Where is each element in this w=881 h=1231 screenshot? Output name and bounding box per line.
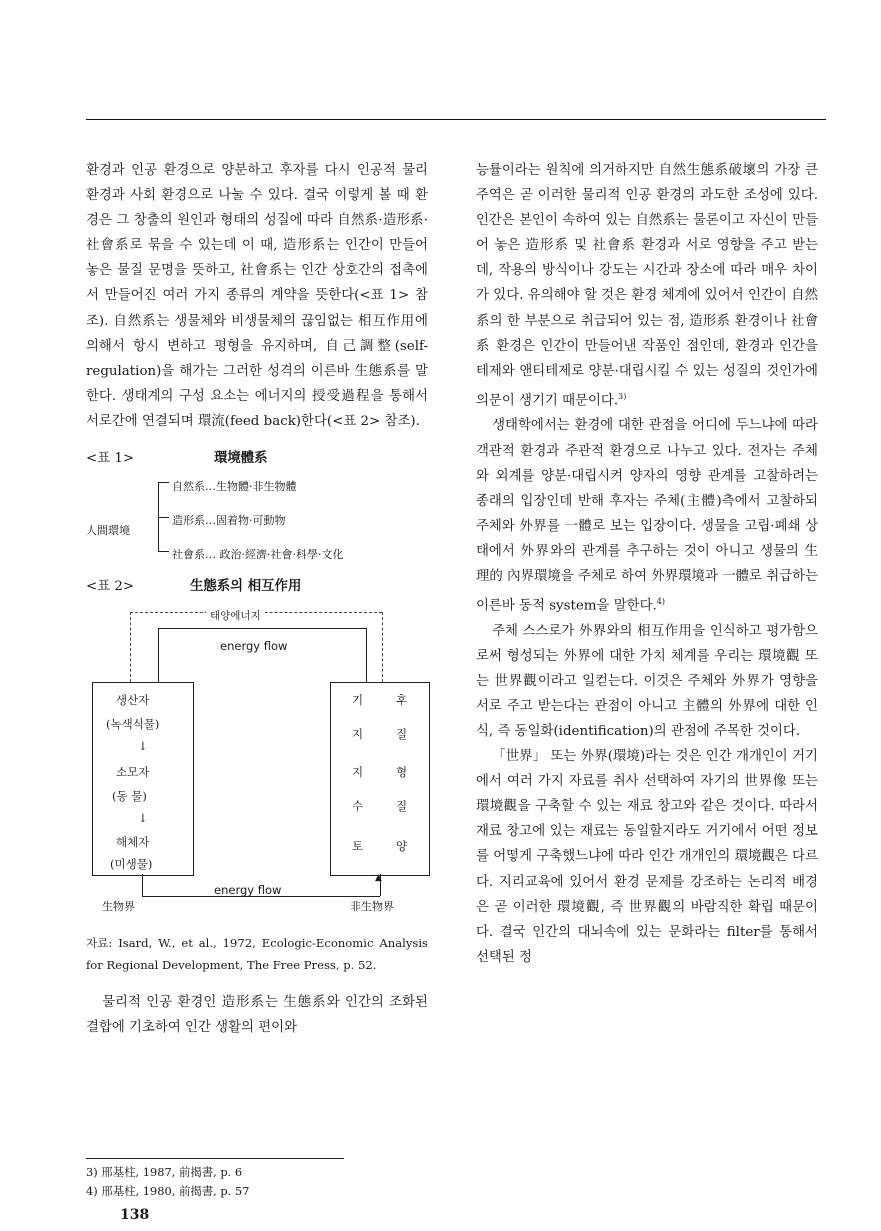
box-text: 질 xyxy=(396,799,408,814)
box-text: (동 물) xyxy=(112,789,147,804)
box-text: 토 xyxy=(352,839,364,854)
bracket xyxy=(158,482,169,552)
energy-flow-label: energy flow xyxy=(220,639,288,654)
ecosystem-diagram: 태양에너지 energy flow 생산자 (녹색식물) ↓ 소모자 (동 물) ↓ 해체자 (미생물) 기 후 지 질 지 형 수 질 토 양 ▲ energy flow 生物界 非生物界 xyxy=(86,602,428,912)
diagram-item: 自然系…生物體·非生物體 xyxy=(172,480,297,494)
body-paragraph: 환경과 인공 환경으로 양분하고 후자를 다시 인공적 물리 환경과 사회 환경으로 나눌 수 있다. 결국 이렇게 볼 때 환경은 그 창출의 원인과 형태의 성질에 따라 自然系·造形系·社會系로 묶을 수 있는데 이 때, 造形系는 인간이 만들어 놓은 물질 문명을 뜻하고, 社會系는 인간 상호간의 접촉에서 만들어진 여러 가지 종류의 계약을 뜻한다(<표 1> 참조). 自然系는 생물체와 비생물체의 끊임없는 相互作用에 의해서 항시 변하고 평형을 유지하며, 自己調整(self-regulation)을 해가는 그러한 성격의 이른바 生態系를 말한다. 생태계의 구성 요소는 에너지의 授受過程을 통해서 서로간에 연결되며 環流(feed back)한다(<표 2> 참조). xyxy=(86,163,428,429)
box-text: (미생물) xyxy=(110,857,153,872)
table-title: 環境體系 xyxy=(214,450,268,467)
box-text: 후 xyxy=(396,693,408,708)
diagram-root: 人間環境 xyxy=(86,524,130,538)
body-paragraph: 물리적 인공 환경인 造形系는 生態系와 인간의 조화된 결합에 기초하여 인간 생활의 편이와 xyxy=(86,995,428,1036)
solar-energy-label: 태양에너지 xyxy=(206,604,265,629)
table-number: <표 1> xyxy=(86,451,135,467)
box-text: 수 xyxy=(352,799,364,814)
left-column xyxy=(86,158,428,1040)
footnote-rule xyxy=(86,1158,344,1159)
header-rule xyxy=(86,119,826,120)
body-paragraph: 능률이라는 원칙에 의거하지만 自然生態系破壞의 가장 큰 주역은 곧 이러한 물리적 인공 환경의 과도한 조성에 있다. 인간은 본인이 속하여 있는 自然系는 물론이고 자신이 만들어 놓은 造形系 및 社會系 환경과 서로 영향을 주고 받는데, 작용의 방식이나 강도는 시간과 장소에 따라 매우 차이가 있다. 유의해야 할 것은 환경 체계에 있어서 인간이 自然系의 한 부분으로 취급되어 있는 점, 造形系 환경이나 社會系 환경은 인간이 만들어낸 작품인 점인데, 환경과 인간을 테제와 앤티테제로 양분·대립시킬 수 있는 성질의 것인가에 의문이 생기기 때문이다.$^{3)}$ xyxy=(476,163,818,409)
abiotic-box xyxy=(330,682,430,876)
box-text: 지 xyxy=(352,727,364,742)
right-column xyxy=(476,158,818,970)
box-text: 생산자 xyxy=(116,693,150,708)
footnote: 4) 邢基柱, 1980, 前揭書, p. 57 xyxy=(86,1184,250,1198)
box-text: (녹색식물) xyxy=(106,717,160,732)
source-citation: 자료: Isard, W., et al., 1972, Ecologic-Economic Analysis for Regional Development, The Free Press, p. 52. xyxy=(86,936,428,973)
box-text: 형 xyxy=(396,765,408,780)
diagram-item: 造形系…固着物·可動物 xyxy=(172,514,286,528)
biotic-label: 生物界 xyxy=(102,900,135,914)
box-text: 양 xyxy=(396,839,408,854)
body-paragraph: 「世界」 또는 外界(環境)라는 것은 인간 개개인이 거기에서 여러 가지 자료를 취사 선택하여 자기의 世界像 또는 環境觀을 구축할 수 있는 재료 창고와 같은 것이다. 따라서 재료 창고에 있는 재료는 동일할지라도 거기에서 어떤 정보를 어떻게 구축했느냐에 따라 인간 개개인의 環境觀은 다르다. 지리교육에 있어서 환경 문제를 강조하는 논리적 배경은 곧 이러한 環境觀, 즉 世界觀의 바람직한 확립 때문이다. 결국 인간의 대뇌속에 있는 문화라는 filter를 통해서 선택된 정 xyxy=(476,749,818,965)
table-number: <표 2> xyxy=(86,579,135,595)
box-text: 기 xyxy=(352,693,364,708)
energy-flow-label: energy flow xyxy=(214,883,282,898)
box-text: 소모자 xyxy=(116,765,150,780)
page-number: 138 xyxy=(120,1207,150,1223)
footnote-ref: 4) xyxy=(656,597,665,607)
footnote-ref: 3) xyxy=(618,391,627,401)
diagram-item: 社會系… 政治·經濟·社會·科學·文化 xyxy=(172,548,344,562)
box-text: 지 xyxy=(352,765,364,780)
box-text: 질 xyxy=(396,727,408,742)
box-text: 해체자 xyxy=(116,835,150,850)
body-paragraph: 생태학에서는 환경에 대한 관점을 어디에 두느냐에 따라 객관적 환경과 주관적 환경으로 나누고 있다. 전자는 주체와 외계를 양분·대립시켜 양자의 영향 관계를 고찰하려는 종래의 입장인데 반해 후자는 주체(主體)측에서 고찰하되 주체와 外界를 一體로 보는 입장이다. 생물을 고립·폐쇄 상태에서 外界와의 관계를 추구하는 것이 아니고 생물의 生理的 內界環境을 주체로 하여 外界環境과 一體로 취급하는 이른바 동적 system을 말한다.$^{4)}$ xyxy=(476,418,818,614)
footnotes xyxy=(86,1163,249,1201)
environment-system-diagram xyxy=(86,474,428,574)
abiotic-label: 非生物界 xyxy=(350,900,394,914)
body-paragraph: 주체 스스로가 外界와의 相互作用을 인식하고 평가함으로써 형성되는 外界에 대한 가치 체계를 우리는 環境觀 또는 世界觀이라고 일컫는다. 이것은 주체와 外界가 영향을 서로 주고 받는다는 관점이 아니고 主體의 外界에 대한 인식, 즉 동일화(identification)의 관점에 주목한 것이다. xyxy=(476,623,818,739)
table-1-caption xyxy=(86,446,428,474)
footnote: 3) 邢基柱, 1987, 前揭書, p. 6 xyxy=(86,1165,243,1179)
table-title: 生態系의 相互作用 xyxy=(190,578,302,595)
table-2-caption xyxy=(86,574,428,602)
